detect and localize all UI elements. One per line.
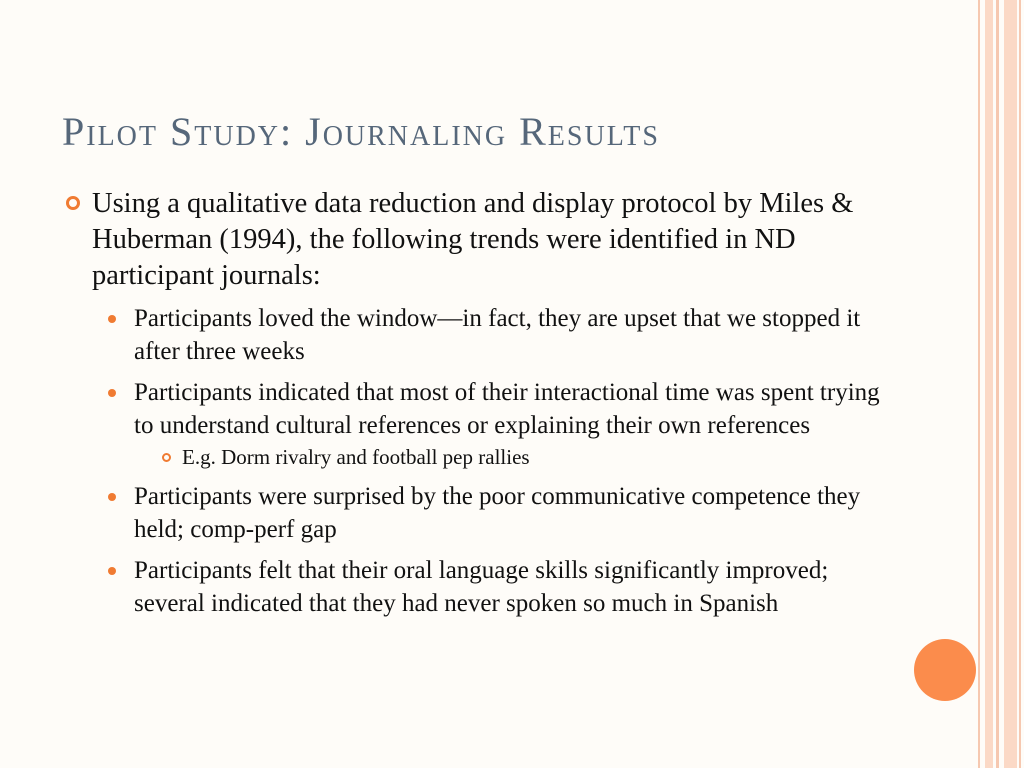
sub-sub-bullet-text: E.g. Dorm rivalry and football pep rallies xyxy=(182,445,530,469)
sub-bullet xyxy=(104,554,892,620)
decorative-stripe xyxy=(996,0,999,768)
decorative-stripe xyxy=(1019,0,1021,768)
dot-bullet-icon xyxy=(108,493,116,501)
slide-content xyxy=(62,186,892,628)
ring-bullet-icon xyxy=(66,196,80,210)
decorative-circle xyxy=(914,639,976,701)
decorative-stripe xyxy=(1004,0,1017,768)
decorative-stripe xyxy=(978,0,980,768)
main-bullet-text: Using a qualitative data reduction and display protocol by Miles & Huberman (1994), the following trends were identified in ND participant journals: xyxy=(92,188,854,291)
decorative-stripe xyxy=(985,0,993,768)
slide-title: Pilot Study: Journaling Results xyxy=(62,109,660,154)
dot-bullet-icon xyxy=(108,567,116,575)
sub-bullet-text: Participants felt that their oral language skills significantly improved; several indicated that they had never spoken so much in Spanish xyxy=(134,557,829,617)
small-ring-bullet-icon xyxy=(162,453,171,462)
dot-bullet-icon xyxy=(108,389,116,397)
sub-bullet-text: Participants were surprised by the poor communicative competence they held; comp-perf gap xyxy=(134,483,861,543)
sub-sub-bullet xyxy=(162,442,892,472)
dot-bullet-icon xyxy=(108,315,116,323)
sub-bullet xyxy=(104,480,892,546)
sub-bullet-text: Participants indicated that most of their interactional time was spent trying to understand cultural references or explaining their own references xyxy=(134,379,880,439)
sub-bullet xyxy=(104,376,892,472)
main-bullet xyxy=(62,186,892,294)
sub-sub-bullet-list xyxy=(162,442,892,472)
sub-bullet-text: Participants loved the window—in fact, they are upset that we stopped it after three weeks xyxy=(134,305,861,365)
sub-bullet-list xyxy=(104,302,892,620)
sub-bullet xyxy=(104,302,892,368)
